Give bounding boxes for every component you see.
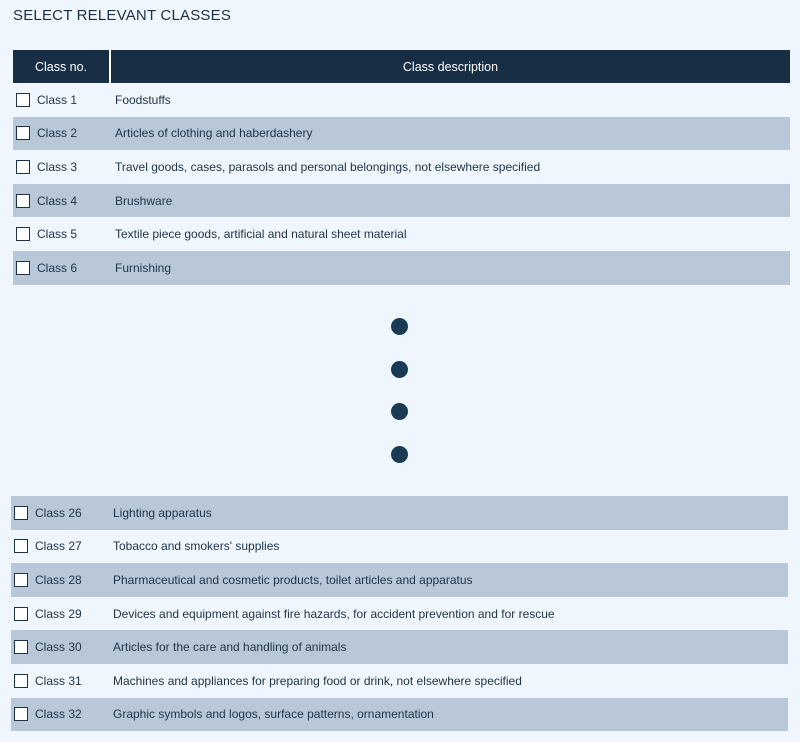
class-no-cell [11,674,109,688]
class-no-cell [13,227,111,241]
class-checkbox[interactable] [14,607,28,621]
header-class-no: Class no. [13,50,111,83]
class-number-label: Class 1 [37,92,78,107]
class-number-label: Class 6 [37,260,78,275]
table-row [11,496,788,530]
class-no-cell [11,539,109,553]
table-row [13,117,790,151]
header-class-description: Class description [402,59,499,74]
class-checkbox[interactable] [14,573,28,587]
ellipsis-dot [391,446,408,463]
class-number-label: Class 5 [37,227,78,242]
class-no-cell [13,93,111,107]
class-description-cell: Devices and equipment against fire hazards, for accident prevention and for rescue [113,606,555,621]
table-body-bottom [11,496,788,731]
class-description-cell: Travel goods, cases, parasols and personal belongings, not elsewhere specified [115,159,541,174]
class-checkbox[interactable] [16,93,30,107]
table-row [13,150,790,184]
classes-table-top [13,50,790,285]
class-number-label: Class 28 [35,572,82,587]
class-description-cell: Articles for the care and handling of animals [113,640,347,655]
table-row [13,217,790,251]
ellipsis-dot [391,318,408,335]
table-row [11,530,788,564]
class-no-cell [11,607,109,621]
class-description-cell: Lighting apparatus [113,505,212,520]
class-description-cell: Graphic symbols and logos, surface patterns, ornamentation [113,707,434,722]
classes-table-bottom [11,496,788,731]
table-row [11,664,788,698]
table-row [11,597,788,631]
table-row [13,184,790,218]
class-number-label: Class 31 [35,673,82,688]
class-description-cell: Furnishing [115,260,172,275]
class-no-cell [11,640,109,654]
class-checkbox[interactable] [14,707,28,721]
class-number-label: Class 27 [35,539,82,554]
class-checkbox[interactable] [14,674,28,688]
ellipsis-dot [391,403,408,420]
class-description-cell: Tobacco and smokers' supplies [113,539,280,554]
class-description-cell: Articles of clothing and haberdashery [115,126,313,141]
class-checkbox[interactable] [16,227,30,241]
class-number-label: Class 26 [35,505,82,520]
ellipsis-indicator [391,318,408,489]
class-description-cell: Textile piece goods, artificial and natural sheet material [115,227,407,242]
class-number-label: Class 32 [35,707,82,722]
class-checkbox[interactable] [16,261,30,275]
class-no-cell [11,573,109,587]
class-number-label: Class 29 [35,606,82,621]
class-number-label: Class 2 [37,126,78,141]
class-description-cell: Brushware [115,193,173,208]
class-number-label: Class 3 [37,159,78,174]
class-description-cell: Machines and appliances for preparing food or drink, not elsewhere specified [113,673,522,688]
table-row [13,251,790,285]
page-title: SELECT RELEVANT CLASSES [13,7,232,24]
table-row [13,83,790,117]
table-row [11,630,788,664]
class-checkbox[interactable] [16,194,30,208]
class-checkbox[interactable] [14,640,28,654]
class-no-cell [11,707,109,721]
class-no-cell [13,160,111,174]
table-row [11,563,788,597]
table-body-top [13,83,790,285]
class-no-cell [13,194,111,208]
class-no-cell [13,261,111,275]
class-no-cell [13,126,111,140]
class-checkbox[interactable] [16,126,30,140]
class-number-label: Class 4 [37,193,78,208]
class-no-cell [11,506,109,520]
class-description-cell: Pharmaceutical and cosmetic products, toilet articles and apparatus [113,572,473,587]
ellipsis-dot [391,361,408,378]
class-description-cell: Foodstuffs [115,92,171,107]
class-number-label: Class 30 [35,640,82,655]
table-header [13,50,790,83]
class-checkbox[interactable] [14,539,28,553]
table-row [11,698,788,732]
class-checkbox[interactable] [14,506,28,520]
class-checkbox[interactable] [16,160,30,174]
